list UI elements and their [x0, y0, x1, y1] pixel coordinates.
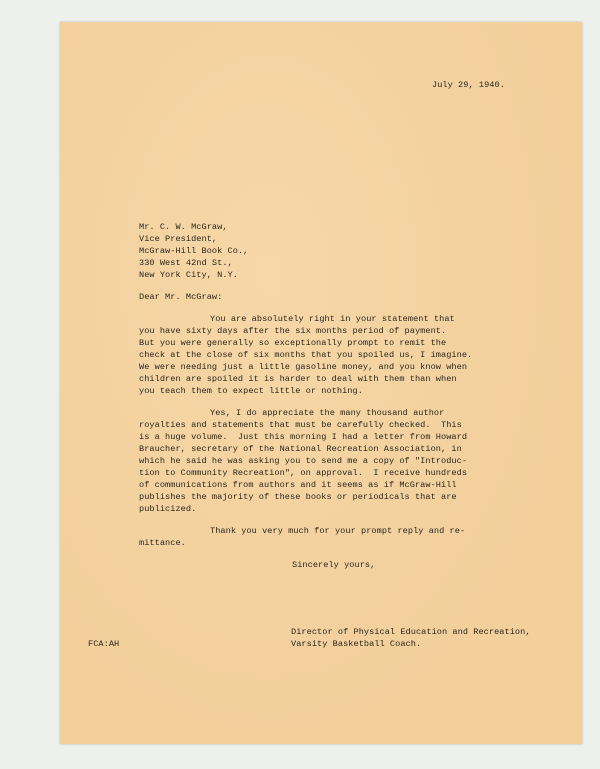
salutation: Dear Mr. McGraw:	[139, 292, 223, 302]
closing: Sincerely yours,	[292, 560, 376, 570]
body-line: which he said he was asking you to send me a copy of "Introduc-	[139, 456, 468, 466]
recipient-line: Mr. C. W. McGraw,	[139, 222, 228, 232]
body-line: tion to Community Recreation", on approval. I receive hundreds	[139, 468, 468, 478]
body-line: royalties and statements that must be carefully checked. This	[139, 420, 462, 430]
body-line: you teach them to expect little or nothing.	[139, 386, 363, 396]
body-line: Braucher, secretary of the National Recreation Association, in	[139, 444, 462, 454]
recipient-line: Vice President,	[139, 234, 218, 244]
body-line: check at the close of six months that you spoiled us, I imagine.	[139, 350, 473, 360]
body-line: children are spoiled it is harder to deal with them than when	[139, 374, 457, 384]
letter-page	[60, 22, 582, 744]
body-line: mittance.	[139, 538, 186, 548]
body-line: You are absolutely right in your statement that	[210, 314, 455, 324]
body-line: Thank you very much for your prompt reply and re-	[210, 526, 466, 536]
body-line: you have sixty days after the six months period of payment.	[139, 326, 447, 336]
body-line: But you were generally so exceptionally prompt to remit the	[139, 338, 447, 348]
signature-title-line: Director of Physical Education and Recreation,	[291, 627, 531, 637]
letter-date: July 29, 1940.	[432, 80, 505, 90]
body-line: of communications from authors and it seems as if McGraw-Hill	[139, 480, 457, 490]
body-line: We were needing just a little gasoline money, and you know when	[139, 362, 468, 372]
body-line: is a huge volume. Just this morning I had a letter from Howard	[139, 432, 468, 442]
body-line: publicized.	[139, 504, 197, 514]
signature-title-line: Varsity Basketball Coach.	[291, 639, 422, 649]
body-line: publishes the majority of these books or periodicals that are	[139, 492, 457, 502]
body-line: Yes, I do appreciate the many thousand author	[210, 408, 445, 418]
typist-initials: FCA:AH	[88, 639, 120, 649]
recipient-line: 330 West 42nd St.,	[139, 258, 233, 268]
recipient-line: McGraw-Hill Book Co.,	[139, 246, 249, 256]
recipient-line: New York City, N.Y.	[139, 270, 238, 280]
